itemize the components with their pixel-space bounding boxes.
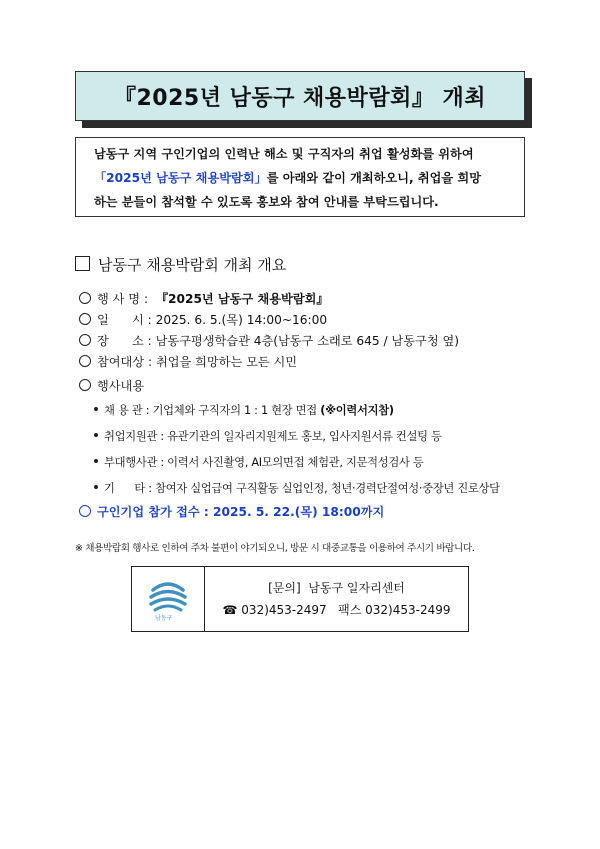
overview-target	[79, 353, 297, 370]
date-value: 2025. 6. 5.(목) 14:00~16:00	[155, 313, 328, 327]
checkbox-square-icon	[75, 256, 90, 271]
contact-phones	[223, 599, 451, 621]
namdong-logo-icon	[145, 576, 191, 622]
circle-bullet-icon	[79, 313, 91, 325]
date-label: 일 시 :	[97, 313, 152, 327]
program-item-label: 부대행사관 :	[104, 456, 164, 469]
overview-event	[79, 290, 329, 307]
intro-box	[75, 137, 525, 217]
overview-program	[79, 377, 144, 394]
section-heading	[75, 254, 286, 275]
program-item-value: 참여자 실업급여 구직활동 실업인정, 청년·경력단절여성·중장년 진로상담	[155, 482, 500, 495]
program-item-label: 기 타 :	[104, 482, 152, 495]
intro-line-3: 하는 분들이 참석할 수 있도록 홍보와 참여 안내를 부탁드립니다.	[94, 195, 439, 209]
contact-info	[205, 567, 468, 631]
phone-number: 032)453-2497	[241, 603, 327, 617]
program-item	[94, 480, 500, 496]
circle-bullet-icon	[79, 292, 91, 304]
contact-title: [문의] 남동구 일자리센터	[268, 581, 405, 595]
contact-box	[131, 566, 469, 632]
target-label: 참여대상 :	[97, 355, 153, 369]
registration-deadline	[79, 503, 384, 520]
program-item	[94, 454, 424, 470]
intro-line-2-rest: 를 아래와 같이 개최하오니, 취업을 희망	[266, 171, 481, 185]
program-item-value: 이력서 사진촬영, AI모의면접 체험관, 지문적성검사 등	[167, 456, 424, 469]
phone-icon: ☎	[222, 603, 238, 617]
intro-line-2	[94, 166, 510, 190]
fax-number: 032)453-2499	[365, 603, 451, 617]
program-item-label: 취업지원관 :	[104, 430, 164, 443]
page-title-text: 『2025년 남동구 채용박람회』 개최	[114, 85, 486, 111]
event-value: 『2025년 남동구 채용박람회』	[155, 292, 329, 306]
fax-label: 팩스	[338, 603, 362, 617]
dot-bullet-icon	[94, 459, 98, 463]
logo-caption: 남동구	[155, 615, 173, 622]
registration-text: 구인기업 참가 접수 : 2025. 5. 22.(목) 18:00까지	[97, 505, 385, 519]
intro-highlight: 「2025년 남동구 채용박람회」	[94, 171, 267, 185]
program-label: 행사내용	[97, 379, 145, 393]
program-item-value: 유관기관의 일자리지원제도 홍보, 입사지원서류 컨설팅 등	[167, 430, 442, 443]
dot-bullet-icon	[94, 433, 98, 437]
circle-bullet-icon	[79, 379, 91, 391]
circle-bullet-icon	[79, 355, 91, 367]
section-heading-text: 남동구 채용박람회 개최 개요	[98, 256, 287, 274]
overview-place	[79, 332, 459, 349]
page-title	[75, 71, 525, 121]
program-item	[94, 428, 442, 444]
event-label: 행 사 명 :	[97, 292, 149, 306]
parking-note: ※ 채용박람회 행사로 인하여 주차 불편이 야기되오니, 방문 시 대중교통을 이용하여 주시기 바랍니다.	[75, 543, 475, 554]
program-item	[94, 402, 394, 418]
place-label: 장 소 :	[97, 334, 152, 348]
dot-bullet-icon	[94, 407, 98, 411]
target-value: 취업을 희망하는 모든 시민	[155, 355, 298, 369]
program-item-extra: (※이력서지참)	[320, 404, 394, 417]
overview-date	[79, 311, 327, 328]
circle-bullet-icon	[79, 505, 91, 517]
dot-bullet-icon	[94, 485, 98, 489]
program-item-label: 채 용 관 :	[104, 404, 150, 417]
circle-bullet-icon	[79, 334, 91, 346]
program-item-value: 기업체와 구직자의 1 : 1 현장 면접	[152, 404, 317, 417]
intro-line-1: 남동구 지역 구인기업의 인력난 해소 및 구직자의 취업 활성화를 위하여	[94, 147, 474, 161]
namdong-logo	[132, 567, 205, 631]
place-value: 남동구평생학습관 4층(남동구 소래로 645 / 남동구청 옆)	[155, 334, 459, 348]
